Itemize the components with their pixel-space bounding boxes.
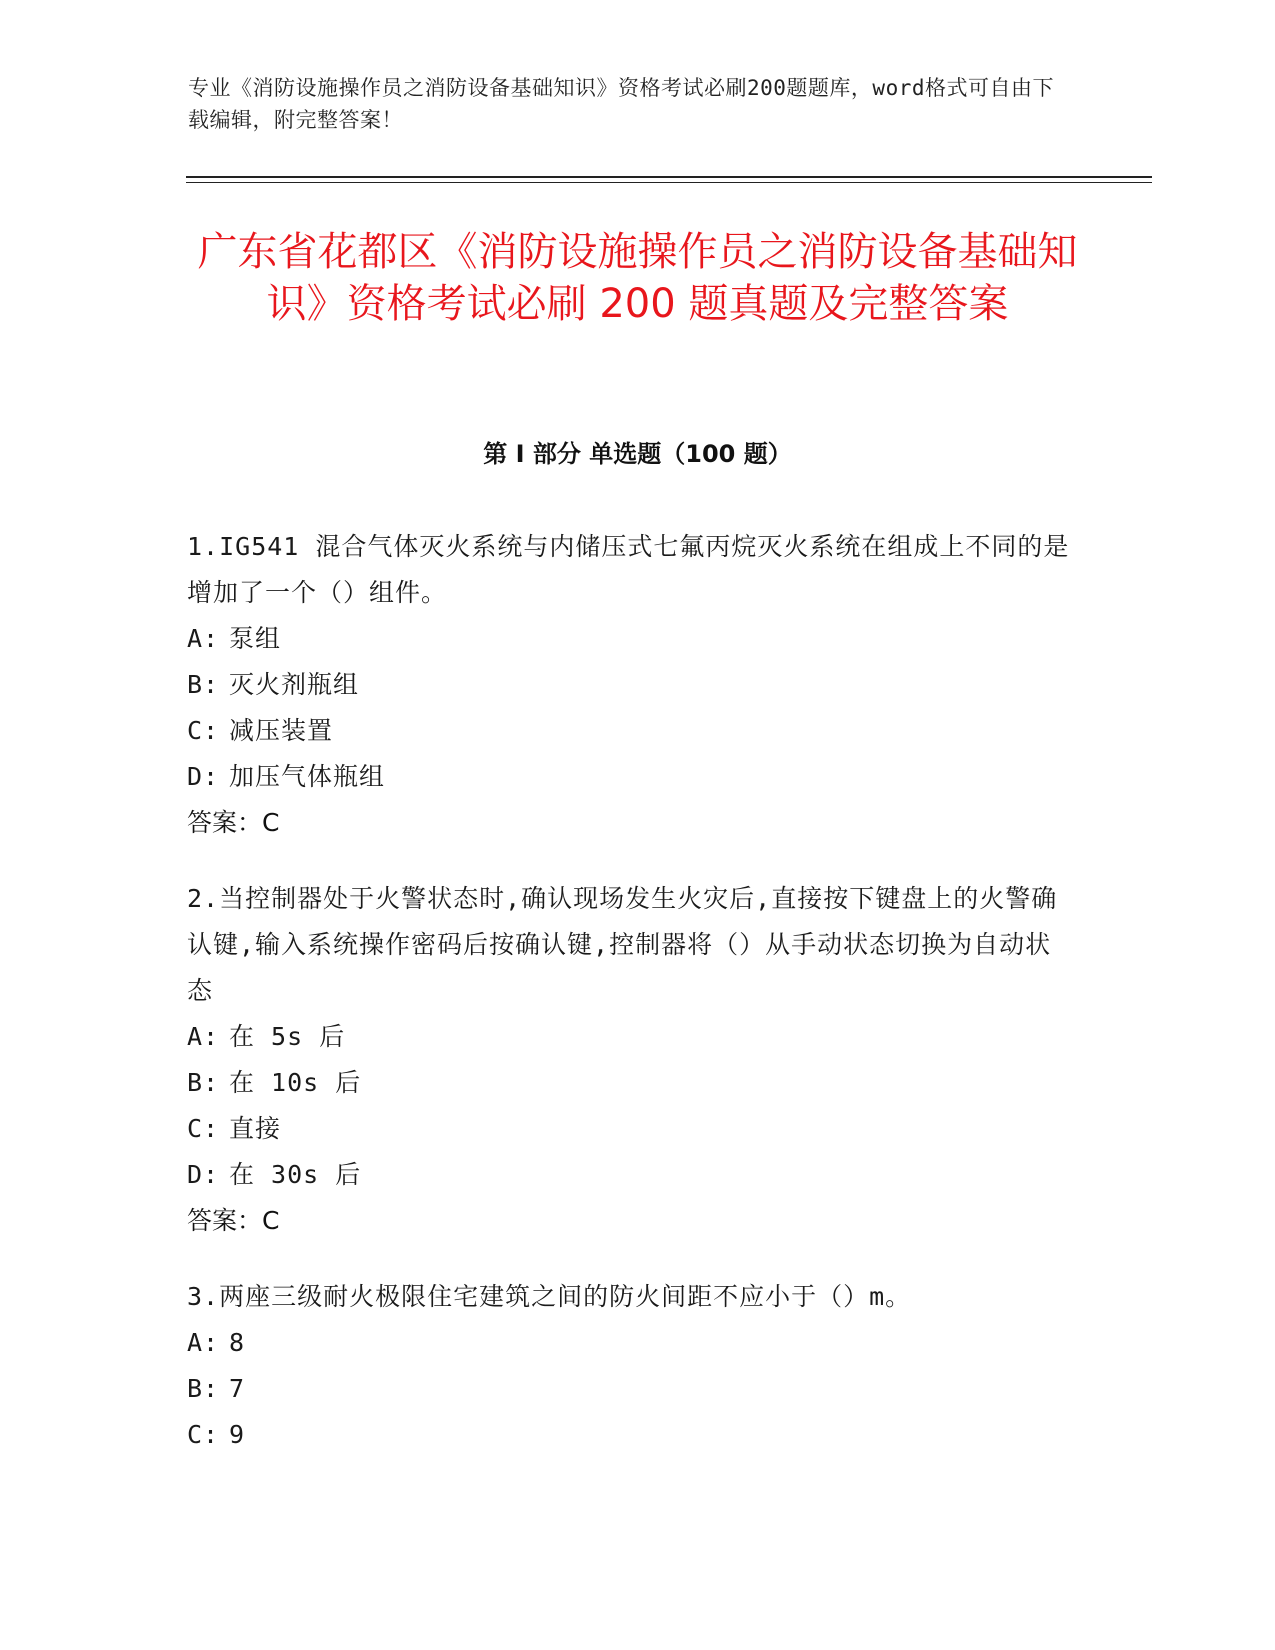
option-c (187, 1412, 1077, 1458)
option-text: 泵组 (229, 624, 282, 653)
header-note: 专业《消防设施操作员之消防设备基础知识》资格考试必刷200题题库，word格式可自由下载编辑，附完整答案！ (188, 76, 1054, 132)
option-c (187, 1106, 1077, 1152)
option-text: 8 (229, 1328, 246, 1357)
option-key: B: (187, 670, 220, 699)
option-b (187, 1366, 1077, 1412)
option-text: 在 30s 后 (229, 1160, 362, 1189)
answer-line: 答案：C (187, 1206, 280, 1235)
question-list (187, 524, 1077, 1488)
option-text: 7 (229, 1374, 246, 1403)
option-key: D: (187, 1160, 220, 1189)
question-2 (187, 876, 1077, 1244)
section-title: 第 I 部分 单选题（100 题） (483, 440, 792, 468)
option-b (187, 662, 1077, 708)
option-key: C: (187, 1114, 220, 1143)
option-c (187, 708, 1077, 754)
option-a (187, 1014, 1077, 1060)
option-text: 加压气体瓶组 (229, 762, 386, 791)
answer-line: 答案：C (187, 808, 280, 837)
question-stem: 3.两座三级耐火极限住宅建筑之间的防火间距不应小于（）m。 (187, 1282, 912, 1311)
option-key: C: (187, 716, 220, 745)
document-title: 广东省花都区《消防设施操作员之消防设备基础知识》资格考试必刷 200 题真题及完整答案 (197, 229, 1078, 327)
question-1 (187, 524, 1077, 846)
option-key: A: (187, 624, 220, 653)
question-stem: 2.当控制器处于火警状态时,确认现场发生火灾后,直接按下键盘上的火警确认键,输入系统操作密码后按确认键,控制器将（）从手动状态切换为自动状态 (187, 884, 1058, 1005)
option-key: A: (187, 1328, 220, 1357)
option-key: D: (187, 762, 220, 791)
question-3 (187, 1274, 1077, 1458)
option-text: 减压装置 (229, 716, 334, 745)
option-b (187, 1060, 1077, 1106)
option-key: C: (187, 1420, 220, 1449)
header-divider-thin (186, 182, 1152, 183)
option-key: B: (187, 1068, 220, 1097)
option-a (187, 1320, 1077, 1366)
option-text: 灭火剂瓶组 (229, 670, 360, 699)
option-text: 在 10s 后 (229, 1068, 362, 1097)
option-d (187, 754, 1077, 800)
option-text: 9 (229, 1420, 246, 1449)
question-stem: 1.IG541 混合气体灭火系统与内储压式七氟丙烷灭火系统在组成上不同的是增加了一个（）组件。 (187, 532, 1070, 607)
option-key: B: (187, 1374, 220, 1403)
option-text: 直接 (229, 1114, 282, 1143)
header-divider-thick (186, 176, 1152, 178)
option-text: 在 5s 后 (229, 1022, 346, 1051)
option-a (187, 616, 1077, 662)
option-key: A: (187, 1022, 220, 1051)
option-d (187, 1152, 1077, 1198)
